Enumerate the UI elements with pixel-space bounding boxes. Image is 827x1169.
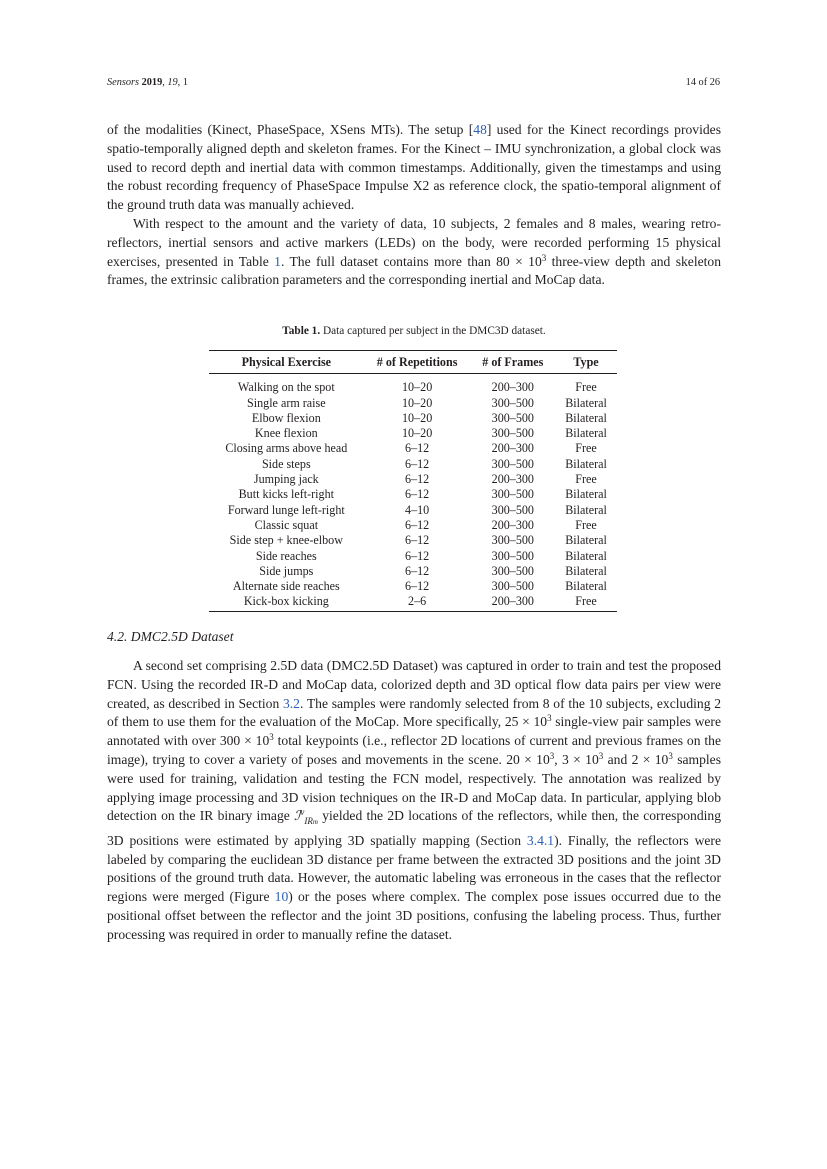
journal-issue: 1 [182, 77, 188, 88]
col-header-frames: # of Frames [471, 351, 555, 374]
table-row [209, 487, 617, 502]
cell-exercise: Knee flexion [254, 426, 318, 441]
table-row [209, 426, 617, 441]
cell-type: Bilateral [565, 533, 607, 548]
figure-10-link[interactable]: 10 [274, 889, 289, 905]
cell-frames: 300–500 [491, 395, 534, 410]
cell-repetitions: 6–12 [405, 517, 430, 532]
cell-frames: 200–300 [491, 517, 534, 532]
table-body [209, 374, 617, 611]
cell-frames: 300–500 [491, 487, 534, 502]
cell-repetitions: 6–12 [405, 579, 430, 594]
cell-frames: 300–500 [491, 579, 534, 594]
paragraph-3: A second set comprising 2.5D data (DMC2.5D Dataset) was captured in order to train and test the proposed FCN. Using the recorded IR-D and MoCap data, colorized depth and 3D optical flow data pairs per view were created, as described in Section 3.2. The samples were randomly selected from 8 of the 10 subjects, excluding 2 of them to use them for the evaluation of the MoCap. More specifically, $25 \times 10^3$ single-view pair samples were annotated with over $300 \times 10^3$ total keypoints (i.e., reflector 2D locations of current and previous frames on the image), trying to cover a variety of poses and movements in the scene. $20 \times 10^3$, $3 \times 10^3$ and $2 \times 10^3$ samples were used for training, validation and testing the FCN model, respectively. The annotation was realized by applying image processing and 3D vision techniques on the IR-D and MoCap data. In particular, applying blob detection on the IR binary image ℐ$^v_{IRm}$ yielded the 2D locations of the reflectors, while then, the corresponding 3D positions were estimated by applying 3D spatially mapping (Section 3.4.1). Finally, the reflectors were labeled by comparing the euclidean 3D distance per frame between the extracted 3D positions and the joint 3D positions of the ground truth data. However, the automatic labeling was erroneous in the cases that the reflector regions were merged (Figure 10) or the poses where complex. The complex pose issues occurred due to the positional offset between the reflector and the joint 3D positions, confusing the labeling process. Thus, further processing was required in order to manually refine the dataset. [107, 658, 722, 942]
col-header-exercise: Physical Exercise [209, 351, 364, 374]
cell-frames: 200–300 [491, 380, 534, 395]
cell-repetitions: 6–12 [405, 533, 430, 548]
journal-volume: 19 [167, 77, 178, 88]
cell-type: Free [555, 594, 617, 611]
cell-repetitions: 10–20 [402, 426, 433, 441]
cell-type: Free [575, 517, 597, 532]
cell-exercise: Forward lunge left-right [227, 502, 345, 517]
table-row [209, 457, 617, 472]
cell-repetitions: 6–12 [405, 441, 430, 456]
section-heading: 4.2. DMC2.5D Dataset [107, 629, 234, 644]
citation-link-48[interactable]: 48 [473, 122, 487, 137]
section-3-2-link[interactable]: 3.2 [282, 695, 300, 711]
cell-repetitions: 6–12 [405, 563, 430, 578]
running-header-citation: Sensors 2019, 19, 1 [107, 77, 188, 88]
exercise-table [209, 350, 617, 612]
cell-repetitions: 2–6 [364, 594, 471, 611]
cell-exercise: Side step + knee-elbow [229, 533, 343, 548]
cell-type: Free [575, 441, 597, 456]
table-caption-label: Table 1. [282, 325, 321, 337]
cell-repetitions: 4–10 [405, 502, 430, 517]
paragraph-2: With respect to the amount and the variety of data, 10 subjects, 2 females and 8 males, wearing retro-reflectors, inertial sensors and active markers (LEDs) on the body, were recorded performing 15 physical exercises, presented in Table 1. The full dataset contains more than $80 \times 10^3$ three-view depth and skeleton frames, the extrinsic calibration parameters and the corresponding inertial and MoCap data. [107, 215, 722, 288]
cell-exercise: Side jumps [259, 563, 314, 578]
col-header-type: Type [555, 351, 617, 374]
cell-type: Bilateral [565, 563, 607, 578]
cell-exercise: Classic squat [254, 517, 319, 532]
cell-repetitions: 10–20 [402, 380, 433, 395]
cell-exercise: Elbow flexion [251, 410, 321, 425]
cell-type: Bilateral [565, 548, 607, 563]
cell-type: Bilateral [565, 487, 607, 502]
table-row [209, 374, 617, 396]
table-row [209, 564, 617, 579]
cell-repetitions: 10–20 [402, 410, 433, 425]
cell-frames: 200–300 [491, 441, 534, 456]
table-row [209, 472, 617, 487]
journal-name: Sensors [107, 77, 140, 88]
body-upper [107, 121, 721, 290]
cell-frames: 300–500 [491, 563, 534, 578]
cell-frames: 200–300 [491, 472, 534, 487]
journal-year: 2019 [141, 77, 163, 88]
cell-frames: 300–500 [491, 502, 534, 517]
cell-exercise: Jumping jack [253, 472, 319, 487]
table-row [209, 396, 617, 411]
col-header-repetitions: # of Repetitions [364, 351, 471, 374]
cell-exercise: Walking on the spot [237, 380, 335, 395]
cell-repetitions: 6–12 [405, 456, 430, 471]
table-row [209, 579, 617, 594]
section-3-4-1-link[interactable]: 3.4.1 [526, 832, 555, 848]
cell-repetitions: 6–12 [405, 487, 430, 502]
cell-exercise: Kick-box kicking [209, 594, 364, 611]
cell-exercise: Butt kicks left-right [238, 487, 335, 502]
table-row [209, 441, 617, 456]
ir-image-symbol: ℐ$^v_{IRm}$ [294, 807, 318, 827]
page-number: 14 of 26 [685, 77, 720, 88]
cell-frames: 300–500 [491, 426, 534, 441]
table-row [209, 594, 617, 611]
table-row [209, 549, 617, 564]
table-row [209, 503, 617, 518]
cell-exercise: Side steps [261, 456, 311, 471]
cell-type: Bilateral [565, 456, 607, 471]
cell-frames: 300–500 [491, 410, 534, 425]
table-row [209, 411, 617, 426]
paragraph-1: of the modalities (Kinect, PhaseSpace, XSens MTs). The setup [48] used for the Kinect recordings provides spatio-temporally aligned depth and skeleton frames. For the Kinect – IMU synchronization, a global clock was used to record depth and inertial data with common timestamps. Additionally, given the timestamps and using the robust recording frequency of PhaseSpace Impulse X2 as reference clock, the spatio-temporal alignment of the ground truth data was manually achieved. [107, 122, 721, 213]
cell-repetitions: 6–12 [405, 472, 430, 487]
cell-type: Bilateral [565, 502, 607, 517]
cell-frames: 300–500 [491, 548, 534, 563]
cell-exercise: Single arm raise [247, 395, 326, 410]
cell-repetitions: 6–12 [405, 548, 430, 563]
table-row [209, 518, 617, 533]
cell-repetitions: 10–20 [402, 395, 433, 410]
body-lower [107, 657, 721, 945]
cell-type: Free [575, 472, 597, 487]
cell-frames: 300–500 [491, 456, 534, 471]
table-header-row [209, 351, 617, 374]
table-1-link[interactable]: 1 [274, 253, 281, 269]
table-caption-text: Data captured per subject in the DMC3D dataset. [320, 325, 546, 337]
table-row [209, 533, 617, 548]
cell-type: Bilateral [565, 410, 607, 425]
cell-type: Bilateral [565, 426, 607, 441]
cell-exercise: Closing arms above head [225, 441, 348, 456]
cell-type: Free [575, 380, 597, 395]
cell-frames: 300–500 [491, 533, 534, 548]
cell-exercise: Side reaches [255, 548, 317, 563]
cell-type: Bilateral [565, 579, 607, 594]
cell-type: Bilateral [565, 395, 607, 410]
cell-frames: 200–300 [471, 594, 555, 611]
table-caption [107, 325, 721, 337]
cell-exercise: Alternate side reaches [232, 579, 340, 594]
